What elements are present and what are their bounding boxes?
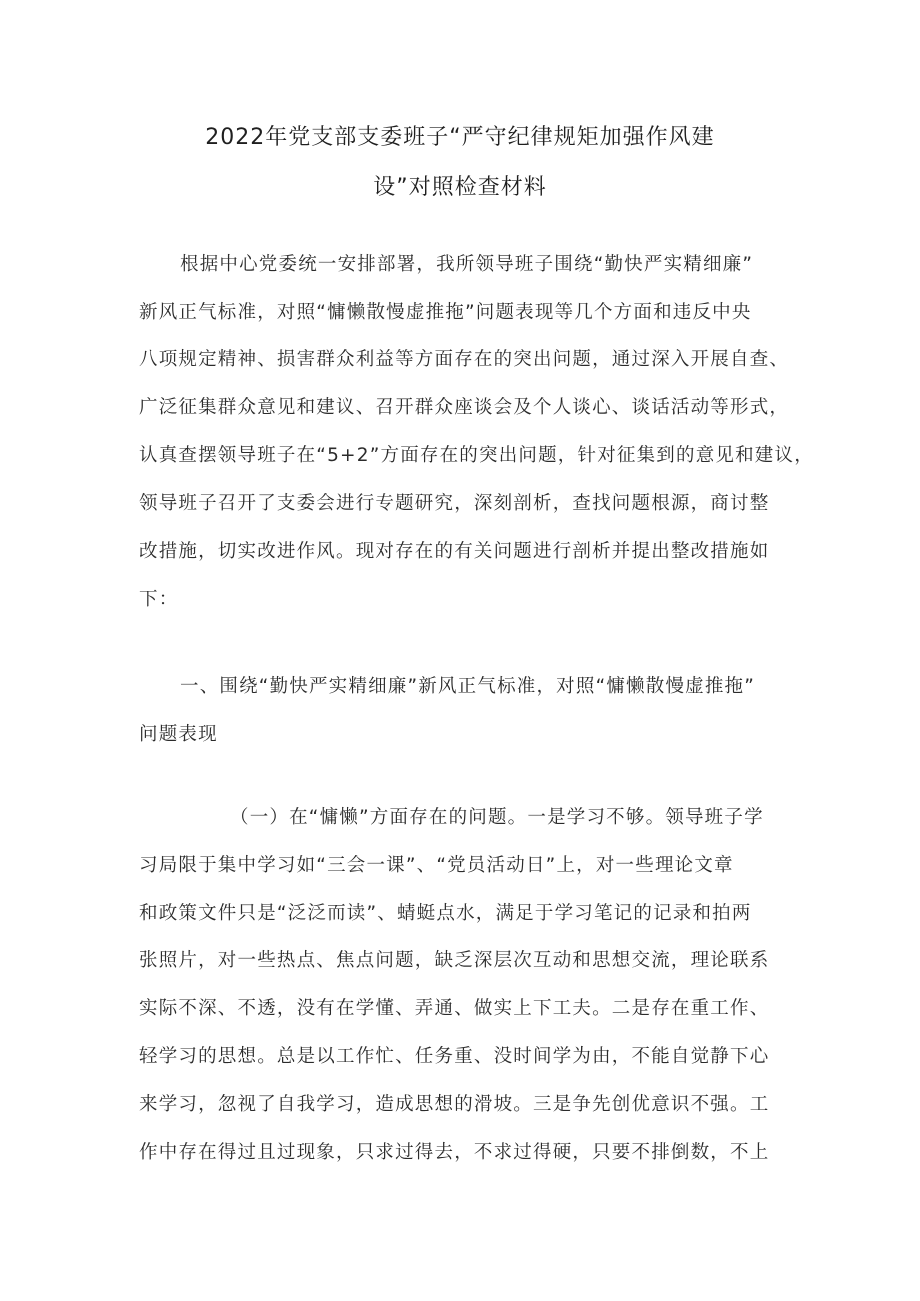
intro-line: 新风正气标准，对照“慵懒散慢虚推拖”问题表现等几个方面和违反中央 <box>139 302 752 323</box>
section-heading-line: 问题表现 <box>139 724 218 745</box>
subsection-line: 习局限于集中学习如“三会一课”、“党员活动日”上，对一些理论文章 <box>139 855 734 876</box>
intro-line: 广泛征集群众意见和建议、召开群众座谈会及个人谈心、谈话活动等形式， <box>139 397 790 418</box>
intro-line: 下： <box>139 589 179 610</box>
document-title-line-1: 2022年党支部支委班子“严守纪律规矩加强作风建 <box>205 125 715 150</box>
subsection-line: 张照片，对一些热点、焦点问题，缺乏深层次互动和思想交流，理论联系 <box>139 950 770 971</box>
section-heading-line: 一、围绕“勤快严实精细廉”新风正气标准，对照“慵懒散慢虚推拖” <box>180 676 756 697</box>
document-title-line-2: 设”对照检查材料 <box>373 175 547 200</box>
intro-line: 认真查摆领导班子在“5+2”方面存在的突出问题，针对征集到的意见和建议， <box>139 445 814 466</box>
intro-line: 改措施，切实改进作风。现对存在的有关问题进行剖析并提出整改措施如 <box>139 541 770 562</box>
subsection-line: 实际不深、不透，没有在学懂、弄通、做实上下工夫。二是存在重工作、 <box>139 998 770 1019</box>
subsection-line: 来学习，忽视了自我学习，造成思想的滑坡。三是争先创优意识不强。工 <box>139 1094 770 1115</box>
subsection-line: 和政策文件只是“泛泛而读”、蜻蜓点水，满足于学习笔记的记录和拍两 <box>139 903 752 924</box>
intro-line: 八项规定精神、损害群众利益等方面存在的突出问题，通过深入开展自查、 <box>139 349 790 370</box>
intro-line: 根据中心党委统一安排部署，我所领导班子围绕“勤快严实精细廉” <box>180 254 754 275</box>
intro-line: 领导班子召开了支委会进行专题研究，深刻剖析，查找问题根源，商讨整 <box>139 493 770 514</box>
subsection-line: （一）在“慵懒”方面存在的问题。一是学习不够。领导班子学 <box>230 807 764 828</box>
subsection-line: 作中存在得过且过现象，只求过得去，不求过得硬，只要不排倒数，不上 <box>139 1142 770 1163</box>
subsection-line: 轻学习的思想。总是以工作忙、任务重、没时间学为由，不能自觉静下心 <box>139 1046 770 1067</box>
